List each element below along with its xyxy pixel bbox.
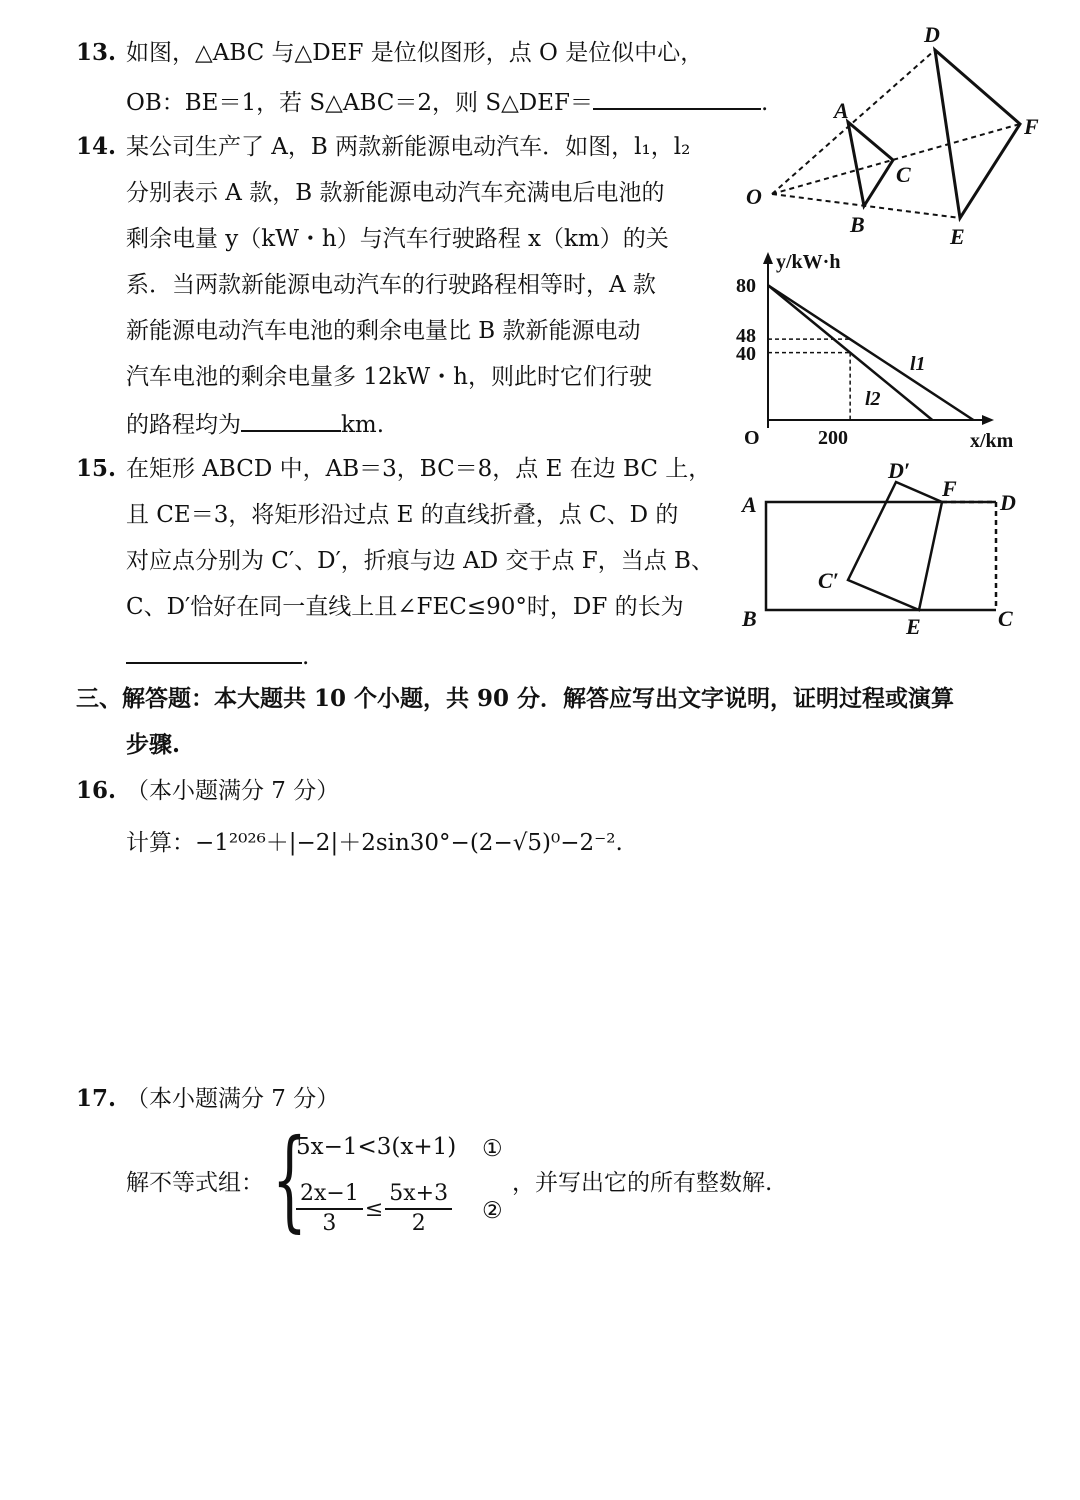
q14-line-1: 某公司生产了 A，B 两款新能源电动汽车．如图，l₁，l₂	[126, 134, 691, 160]
y-axis-label: y/kW·h	[776, 251, 841, 273]
label-a: A	[742, 492, 757, 517]
label-b: B	[850, 212, 865, 237]
q17-frac-right-num: 5x+3	[385, 1180, 452, 1210]
series-label-l2: l2	[865, 388, 881, 410]
origin-label: O	[744, 427, 760, 449]
label-b: B	[742, 606, 757, 631]
q17-suffix: ，并写出它的所有整数解.	[512, 1170, 773, 1196]
label-o: O	[746, 184, 762, 209]
q17-answer-area[interactable]	[126, 1260, 1006, 1480]
label-d: D	[924, 22, 940, 47]
triangle-abc	[848, 122, 893, 206]
q15-answer-blank[interactable]	[126, 640, 302, 664]
label-c: C	[896, 162, 911, 187]
series-label-l1: l1	[910, 353, 926, 375]
q17-number: 17.	[76, 1085, 117, 1112]
q17-frac-left-num: 2x−1	[296, 1180, 363, 1210]
q16-score: （本小题满分 7 分）	[126, 778, 340, 804]
q14-line-6: 汽车电池的剩余电量多 12kW・h，则此时它们行驶	[126, 364, 652, 390]
x-axis-label: x/km	[970, 430, 1014, 452]
q15-line-4: C、D′恰好在同一直线上且∠FEC≤90°时，DF 的长为	[126, 594, 684, 620]
label-c-prime: C′	[818, 568, 839, 593]
q16-expression: −1²⁰²⁶＋|−2|＋2sin30°−(2−√5)⁰−2⁻².	[195, 830, 623, 856]
q14-answer-blank[interactable]	[241, 408, 341, 432]
q14-line-4: 系．当两款新能源电动汽车的行驶路程相等时，A 款	[126, 272, 656, 298]
label-e: E	[906, 614, 921, 639]
q14-line-7	[126, 408, 384, 440]
figure-rectangle-fold	[736, 456, 1036, 646]
q13-line-1: 如图，△ABC 与△DEF 是位似图形，点 O 是位似中心，	[126, 40, 704, 66]
q13-line-2-text: OB：BE＝1，若 S△ABC＝2，则 S△DEF＝	[126, 90, 593, 116]
figure-similar-triangles	[738, 20, 1048, 250]
label-e: E	[950, 224, 965, 249]
label-f: F	[942, 476, 957, 501]
label-c: C	[998, 606, 1013, 631]
q16-number: 16.	[76, 777, 117, 804]
label-d-prime: D′	[888, 458, 911, 483]
y-axis-arrow	[763, 252, 773, 264]
system-brace: {	[272, 1115, 307, 1243]
label-f: F	[1024, 114, 1039, 139]
q13-number: 13.	[76, 39, 117, 66]
q15-line-3: 对应点分别为 C′、D′，折痕与边 AD 交于点 F，当点 B、	[126, 548, 714, 574]
q15-line-1: 在矩形 ABCD 中，AB＝3，BC＝8，点 E 在边 BC 上，	[126, 456, 712, 482]
q17-frac-left-den: 3	[322, 1211, 337, 1236]
q14-line-2: 分别表示 A 款，B 款新能源电动汽车充满电后电池的	[126, 180, 665, 206]
q15-end: .	[302, 644, 310, 670]
q15-line-5	[126, 640, 309, 672]
q15-line-2: 且 CE＝3，将矩形沿过点 E 的直线折叠，点 C、D 的	[126, 502, 679, 528]
q17-prefix: 解不等式组：	[126, 1170, 264, 1196]
q17-inequality-1	[296, 1132, 456, 1162]
q17-inequality-2	[296, 1180, 452, 1238]
q15-number: 15.	[76, 455, 117, 482]
label-d: D	[1000, 490, 1016, 515]
x-axis-arrow	[982, 415, 994, 425]
q17-frac-left	[296, 1180, 363, 1238]
label-a: A	[834, 98, 849, 123]
q14-line-3: 剩余电量 y（kW・h）与汽车行驶路程 x（km）的关	[126, 226, 669, 252]
section3-heading-cont: 步骤.	[126, 731, 181, 758]
q14-number: 14.	[76, 133, 117, 160]
q16-answer-area[interactable]	[126, 880, 1006, 1070]
y-tick-40: 40	[736, 343, 756, 365]
battery-range-chart	[730, 250, 1040, 455]
x-tick-200: 200	[818, 427, 848, 449]
q17-frac-right	[385, 1180, 452, 1238]
q17-leq: ≤	[364, 1196, 384, 1222]
q17-mark-2: ②	[482, 1198, 503, 1224]
q14-line-5: 新能源电动汽车电池的剩余电量比 B 款新能源电动	[126, 318, 641, 344]
y-tick-48: 48	[736, 325, 756, 347]
q14-last-prefix: 的路程均为	[126, 412, 241, 438]
q13-end: .	[760, 90, 769, 116]
section3-heading: 三、解答题：本大题共 10 个小题，共 90 分．解答应写出文字说明，证明过程或演算	[76, 685, 955, 712]
q17-frac-right-den: 2	[411, 1211, 426, 1236]
q13-line-2	[126, 86, 768, 118]
q16-prefix: 计算：	[126, 830, 195, 856]
q17-score: （本小题满分 7 分）	[126, 1086, 340, 1112]
q16-problem	[126, 828, 623, 858]
q17-ineq1: 5x−1<3(x+1)	[296, 1134, 457, 1160]
q14-last-suffix: km.	[341, 412, 385, 438]
ray-o-e	[772, 194, 960, 218]
y-tick-80: 80	[736, 275, 756, 297]
q13-answer-blank[interactable]	[593, 86, 761, 110]
triangle-def	[935, 50, 1020, 218]
q17-mark-1: ①	[482, 1136, 503, 1162]
